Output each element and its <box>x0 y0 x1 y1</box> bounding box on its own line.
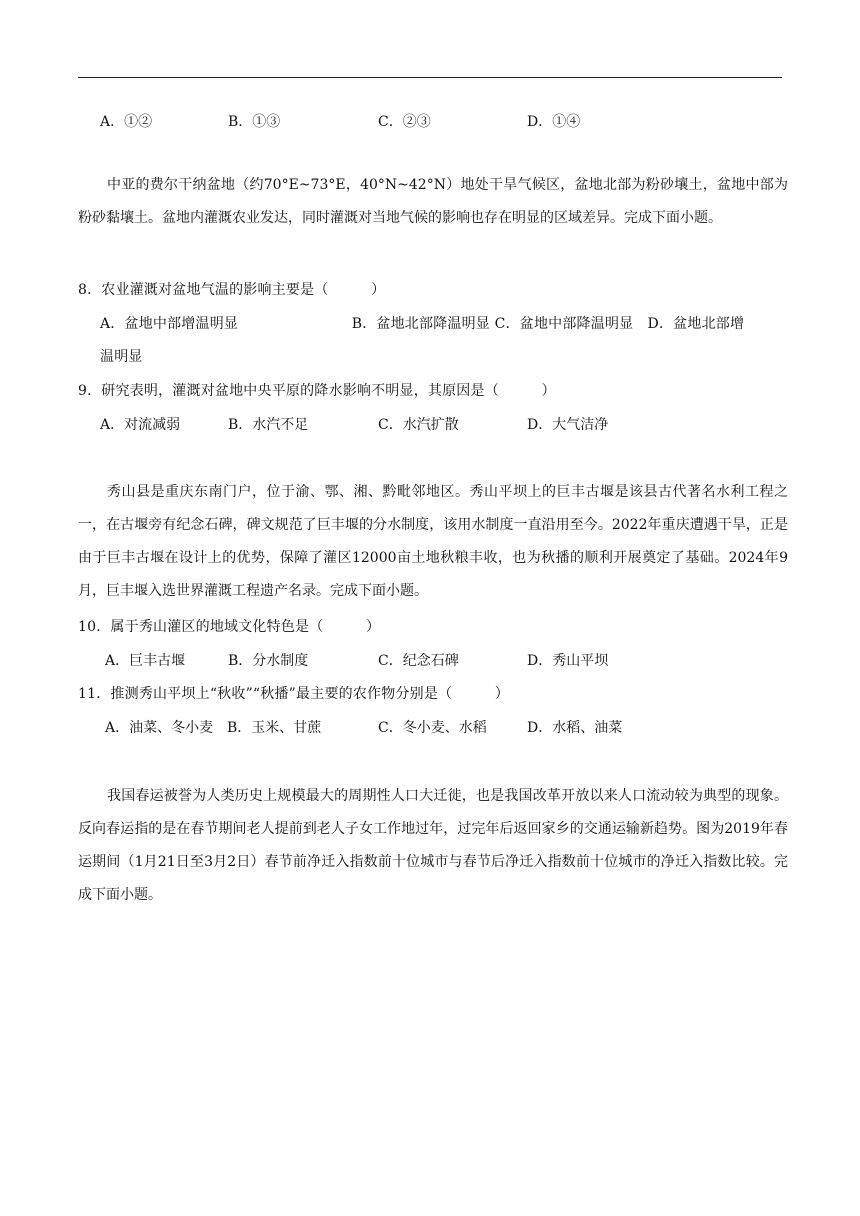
q10-option-a[interactable]: A．巨丰古堰 <box>105 653 186 669</box>
q8-stem: 8．农业灌溉对盆地气温的影响主要是（ ） <box>78 282 386 298</box>
passage-spring-festival-migration: 我国春运被誉为人类历史上规模最大的周期性人口大迁徙，也是我国改革开放以来人口流动较为典型的现象。反向春运指的是在春节期间老人提前到老人子女工作地过年，过完年后返回家乡的交通运输新趋势。图为2019年春运期间（1月21日至3月2日）春节前净迁入指数前十位城市与春节后净迁入指数前十位城市的净迁入指数比较。完成下面小题。 <box>78 788 788 903</box>
q9-option-b[interactable]: B．水汽不足 <box>228 417 309 433</box>
q10-option-d[interactable]: D．秀山平坝 <box>527 653 609 669</box>
header-rule <box>78 77 782 78</box>
q9-option-a[interactable]: A．对流减弱 <box>100 417 181 433</box>
q7-option-a[interactable]: A．①② <box>100 114 153 130</box>
q9-stem: 9．研究表明，灌溉对盆地中央平原的降水影响不明显，其原因是（ ） <box>78 383 556 399</box>
q7-option-b[interactable]: B．①③ <box>228 114 281 130</box>
q9-option-c[interactable]: C．水汽扩散 <box>378 417 459 433</box>
q10-option-b[interactable]: B．分水制度 <box>228 653 309 669</box>
q11-option-d[interactable]: D．水稻、油菜 <box>527 720 623 736</box>
q11-stem: 11．推测秀山平坝上“秋收”“秋播”最主要的农作物分别是（ ） <box>78 686 510 702</box>
q9-option-d[interactable]: D．大气洁净 <box>527 417 609 433</box>
q7-option-c[interactable]: C．②③ <box>378 114 431 130</box>
q11-option-c[interactable]: C．冬小麦、水稻 <box>378 720 487 736</box>
q11-option-b[interactable]: B．玉米、甘蔗 <box>227 720 322 736</box>
passage-fergana-basin: 中亚的费尔干纳盆地（约70°E~73°E，40°N~42°N）地处干旱气候区，盆地北部为粉砂壤土，盆地中部为粉砂黏壤土。盆地内灌溉农业发达，同时灌溉对当地气候的影响也存在明显的区域差异。完成下面小题。 <box>78 177 788 226</box>
q8-options-wrap: 温明显 <box>100 349 143 365</box>
q10-option-c[interactable]: C．纪念石碑 <box>378 653 459 669</box>
q7-option-d[interactable]: D．①④ <box>527 114 581 130</box>
q11-option-a[interactable]: A．油菜、冬小麦 <box>105 720 214 736</box>
passage-xiushan-juyan: 秀山县是重庆东南门户，位于渝、鄂、湘、黔毗邻地区。秀山平坝上的巨丰古堰是该县古代著名水利工程之一，在古堰旁有纪念石碑，碑文规范了巨丰堰的分水制度，该用水制度一直沿用至今。2022年重庆遭遇干旱，正是由于巨丰古堰在设计上的优势，保障了灌区12000亩土地秋粮丰收，也为秋播的顺利开展奠定了基础。2024年9月，巨丰堰入选世界灌溉工程遗产名录。完成下面小题。 <box>78 484 788 599</box>
q8-options[interactable]: A．盆地中部增温明显 B．盆地北部降温明显 C．盆地中部降温明显 D．盆地北部增 <box>100 316 745 332</box>
q10-stem: 10．属于秀山灌区的地域文化特色是（ ） <box>78 619 381 635</box>
